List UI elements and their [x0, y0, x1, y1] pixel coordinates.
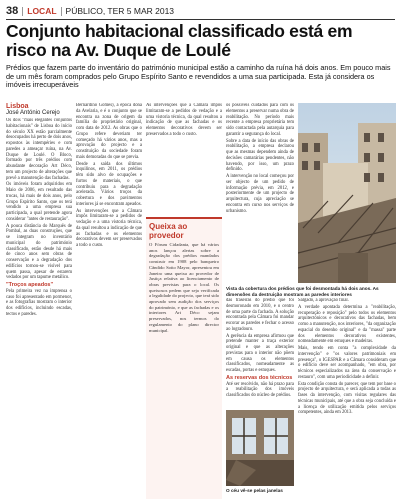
paragraph: Os dois "mais elegantes conjuntos habitacionais" de Lisboa do início do século XX estão parcialmente desocupados há perto de dois anos, expostos às intempéries e com paredes a ameaçar ruína, na Av. Duque de Loulé. O Bloco, formado por três prédios com abundante decoração Art Déco, tem um projecto de alterações que prevê a manutenção das fachadas.: [6, 118, 72, 181]
paragraph: Sobre a data de início das obras de reabilitação, a empresa declarou que as mesmas dependem ainda de decisões camarárias pendentes, não havendo, por isso, um prazo definido.: [226, 138, 294, 173]
paragraph: As intervenções que a Câmara impôs limitaram-se a pedidos de vedação e a uma vistoria técnica, da qual resultou a indicação de que as fachadas e os elementos decorativos devem ser preservados a todo o custo.: [76, 208, 142, 248]
paragraph: Até ser resolvido, não há prazo para a reabilitação dos imóveis classificados do núcleo de prédios.: [226, 381, 294, 398]
subheading: As reservas dos técnicos: [226, 374, 293, 381]
paragraph: A gerência da empresa afirmou que pretende manter a traça exterior original e que as alterações previstas para o interior não põem em causa os elementos classificados, nomeadamente as escadas, portas e estuques.: [226, 333, 294, 373]
header-separator: [22, 7, 23, 16]
page-number: 38: [6, 5, 19, 17]
paragraph: Salgado, a aprovação final.: [298, 298, 349, 303]
window-photo: [226, 410, 294, 486]
lead-paragraph: Prédios que fazem parte do inventário do património municipal estão a caminho da ruína há dois anos. Em pouco mais de um mês foram comprados pelo Grupo Espírito Santo e revendidos a uma sua participada. Esta já considera os imóveis irrecuperáveis: [6, 63, 391, 90]
paragraph: Bernardino Gomes), à época dona da Avelaria, e é o conjunto que se encontra na zona de origem da família do proprietário original, com data de 2012. As obras que o Grupo refere deveriam ter começado há vários anos, mas a aprovação do projecto e a constituição da sociedade foram mais demoradas do que se previa.: [76, 103, 142, 160]
paragraph: A pouca distância do Marquês de Pombal, as duas construções, que se integram no inventário municipal do património classificado, estão desde há mais de cinco anos sem obras de conservação e a degradação dos edifícios tornou-se visível para quem passa, apesar de estarem vedados por um tapume metálico.: [6, 223, 72, 281]
section-label: LOCAL: [27, 6, 57, 16]
sidebar-body: O Fórum Cidadania, que há vários anos lançou alertas sobre a degradação dos prédios mandados construir em 1908 pelo banqueiro Cândido Sotto Mayor, apresentou em Janeiro uma queixa ao provedor de Justiça relativa ao licenciamento de obras previstas para o local. Os queixosos pedem que seja verificada a legalidade do projecto, que terá sido aprovado sem audição dos serviços do património, e que as fachadas e os interiores Art Déco sejam preservados, nos termos do regulamento do plano director municipal.: [149, 242, 219, 333]
paragraph: As intervenções que a Câmara impôs limitaram-se a pedidos de vedação e a uma vistoria técnica, da qual resultou a indicação de que as fachadas e os elementos decorativos devem ser preservados a todo o custo.: [146, 103, 222, 137]
paragraph: os possíveis cuidados para com os elementos a preservar numa obra de reabilitação. No período mais recente a empresa proprietária tem sido contactada pela autarquia para garantir a segurança do local.: [226, 103, 294, 137]
paragraph: A intervenção no local começou por ser objecto de um pedido de informação prévia, em 2012, e posteriormente de um projecto de arquitectura, cuja apreciação se encontra em curso nos serviços de urbanismo.: [226, 174, 294, 214]
publication-date: PÚBLICO, TER 5 MAR 2013: [65, 6, 175, 16]
body-column-2: [76, 103, 142, 496]
small-photo: [226, 410, 294, 486]
paragraph: Os imóveis foram adquiridos em Maio de 2006, em resultado das trocas, há mais de dois anos, pelo Grupo Espírito Santo, que os terá vendido a uma empresa sua participada, a qual pretende agora considerar "antes de restauração".: [6, 182, 72, 222]
building-photo: [298, 103, 396, 283]
small-photo-caption: O céu vê-se pelas janelas: [226, 488, 283, 493]
main-photo-caption: Vista da cobertura dos prédios que foi desmontada há dois anos. As dimensões da destruição mostram as paredes interiores: [226, 286, 379, 297]
body-column-5: [226, 298, 294, 410]
paragraph: Pela primeira vez na imprensa o caso foi apresentado em pormenor, e as fotografias mostram o interior dos edifícios, incluindo escadas, tectos e paredes.: [6, 288, 72, 317]
header-rule: [6, 19, 395, 20]
sidebar-title: Queixa ao provedor: [149, 222, 188, 240]
body-column-6: [298, 298, 396, 496]
headline: Conjunto habitacional classificado está em risco na Av. Duque de Loulé: [6, 21, 353, 60]
paragraph: Desde a saída dos últimos inquilinos, em 2011, os prédios têm sido alvo de ocupações e furtos de materiais, o que contribuiu para a degradação acelerada. Vários troços da cobertura e dos pavimentos interiores já se encontram apeados.: [76, 161, 142, 207]
header-separator: [61, 7, 62, 16]
author: José António Cerejo: [6, 110, 60, 116]
paragraph: Mais, tendo em conta "a complexidade da intervenção" e "os valores patrimoniais em presença", o IGESPAR e a Câmara consideram que o edifício deve ser acompanhado, "em obra, por técnicos especializados na área da conservação e restauro", com uma periodicidade a definir.: [298, 346, 396, 380]
subheading: "Troços apeados": [6, 282, 54, 288]
body-column-3-top: [146, 103, 222, 215]
body-column-1: [6, 118, 72, 496]
paragraph: das traseiras do prédio que foi desmoronado em 2010, e o centro de uma parte da fachada. A solução encontrada pela Câmara foi mandar escorar as paredes e fechar o acesso ao logradouro.: [226, 298, 294, 332]
paragraph: Esta condição consta do parecer, que tem por base o projecto de arquitectura, e será aplicada a todas as fases da intervenção, com visitas regulares das técnicas municipais, até que a obra seja concluída e a licença de utilização emitida pelos serviços competentes, ainda em 2013.: [298, 381, 396, 416]
page-header: [6, 4, 395, 18]
main-photo: [298, 103, 396, 283]
dateline-location: Lisboa: [6, 103, 29, 110]
sidebar-box: [146, 217, 222, 499]
paragraph: A verdade apontada determina a "reabilitação, recuperação e reposição" pelo todos os elementos arquitectónicos e decorativos das fachadas, bem como a manutenção, nos interiores, "da organização espacial do desenho original" e da "massa" parte dos elementos decorativos existentes, nomeadamente em estuques e madeiras.: [298, 304, 396, 345]
